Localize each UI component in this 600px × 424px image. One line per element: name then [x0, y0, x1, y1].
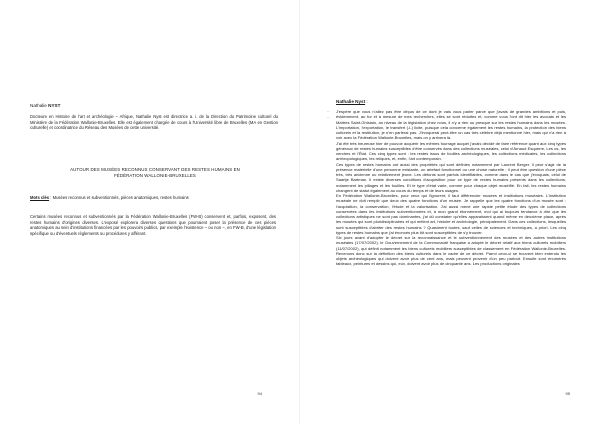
speaker-colon: : — [365, 99, 368, 104]
keywords — [30, 195, 280, 201]
author-first-name: Nathalie — [30, 103, 47, 108]
page-number-right: 95 — [565, 391, 570, 396]
paragraph: Six jours avant d'adopter le décret sur la reconnaissance et le subventionnement des musées et des autres institutions muséales (17/07/2002), le Gouvernement de la Communauté française a adopté le décret relatif aux biens culturels mobiliers (11/07/2002), qui définit notamment les biens culturels mobiliers susceptibles de classement en Fédération Wallonie-Bruxelles. Revenons donc sur la définition des biens culturels dans le cadre de ce décret. Parmi ceux-ci se trouvent bien entendu les objets archéologiques qui doivent avoir plus de cent ans, mais peuvent provenir d'un peu partout. Ensuite sont énumérés tableaux, peintures et dessins qui, eux, doivent avoir plus de cinquante ans. Les productions originales — [336, 235, 566, 267]
transcript-body — [336, 109, 566, 267]
speaker-name: Nathalie Nyst — [336, 99, 366, 104]
keywords-text: : Musées reconnus et subventionnés, pièces anatomiques, restes humains — [49, 195, 189, 200]
article-title-line-2: FÉDÉRATION WALLONIE-BRUXELLES — [114, 173, 196, 178]
paragraph: J'espère que vous n'allez pas être déçus de ce dont je vais vous parler parce que j'avais de grandes ambitions et puis, évidemment, au fur et à mesure de mes recherches, elles se sont réduites et, comme vous l'ont dit hier les avocats et les Maîtres Saint-Ghislain, au niveau de la législation chez nous, il n'y a rien ou presque sur les restes humains dans les musées. L'importation, l'exportation, le transfert (-l-) licite, puisque cela concerne également les restes humains, la protection des biens culturels et la restitution, je n'en parlerai pas. J'évoquerai peut-être un cas très célèbre déjà mentionné hier, mais qui n'a rien à voir avec la Fédération Wallonie-Bruxelles, mais on y arrivera là. — [336, 109, 566, 141]
paragraph: J'ai été très heureuse hier de pouvoir acquérir les mêmes fourrage auquel j'avais décidé de faire référence quant aux cinq types généraux de restes humains susceptibles d'être conservés dans des collections muséales, celui d'Arnaud Esquerre, Les os, les cendres et l'État. Ces cinq types sont : les restes issus de fouilles archéologiques, les collections médicales, les collections anthropologiques, les reliques, et, enfin, l'art contemporain. — [336, 140, 566, 162]
paragraph: En Fédération Wallonie-Bruxelles, pour ceux qui l'ignorent, il faut différencier musées et institutions muséales. L'institution muséale ne doit remplir que deux des quatre fonctions d'un musée. Je rappelle que les quatre fonctions d'un musée sont : l'acquisition, la conservation, l'étude et la valorisation. J'ai aussi mené une rapide petite étude des types de collections conservées dans les institutions subventionnées et, à mon grand étonnement, moi qui ai toujours tendance à dire que les collections artistiques ne sont pas dominantes, j'ai dû constater qu'elles apparaissent quand même en deuxième place, après les musées qui sont pluridisciplinaires et qui mêlent art, histoire et archéologie, principalement. Dans ces collections, lesquelles sont susceptibles d'abriter des restes humains ? Quasiment toutes, sauf celles de sciences et techniques, a priori. Les cinq types de restes humains que j'ai énoncés plus tôt sont susceptibles de s'y trouver. — [336, 193, 566, 235]
author-line — [30, 103, 280, 108]
keywords-label: Mots clés — [30, 195, 50, 200]
paragraph: Ces types de restes humains ont aussi des propriétés qui sont définies notamment par Laurent Berger. Il peut s'agir de la présence matérielle d'une personne existante, un artefact fonctionnel ou une chose naturelle ; il peut être question d'une pièce très, très ancienne ou relativement jeune. Les défunts sont parfois identifiables, comme dans le cas que j'évoquais, celui de Saartje Bartman. Il existe diverses conditions d'acquisition pour ce type de restes humains présents dans les collections, notamment les pillages et les fouilles. Et le type d'état varie, comme pour chaque objet muséifié. En fait, les restes humains changent de statut également au cours du temps et de leurs usages. — [336, 161, 566, 193]
article-title — [40, 167, 270, 179]
speaker-heading — [336, 99, 368, 104]
right-page — [300, 0, 600, 424]
author-bio: Docteure en Histoire de l'art et archéologie – Afrique, Nathalie Nyst est directrice a. i. de la Direction du Patrimoine culturel du Ministère de la Fédération Wallonie-Bruxelles. Elle est également chargée de cours à l'Université libre de Bruxelles (MA en Gestion culturelle) et coordinatrice du Réseau des Musées de cette université. — [30, 114, 278, 131]
abstract: Certains musées reconnus et subventionnés par la Fédération Wallonie-Bruxelles (FW-B) conservent et, parfois, exposent, des restes humains d'origines diverses. L'exposé explorera diverses questions que pourraient poser la présence de ces pièces anatomiques au sein d'institutions financées par les pouvoirs publics, par exemple l'existence – ou non –, en FW-B, d'une législation spécifique ou d'éventuels règlements ou procédures y afférant. — [30, 214, 276, 236]
author-last-name: NYST — [48, 103, 61, 108]
article-title-line-1: AUTOUR DES MUSÉES RECONNUS CONSERVANT DES RESTES HUMAINS EN — [70, 167, 240, 172]
margin-marks: – – — [327, 108, 330, 119]
page-number-left: 94 — [257, 391, 262, 396]
